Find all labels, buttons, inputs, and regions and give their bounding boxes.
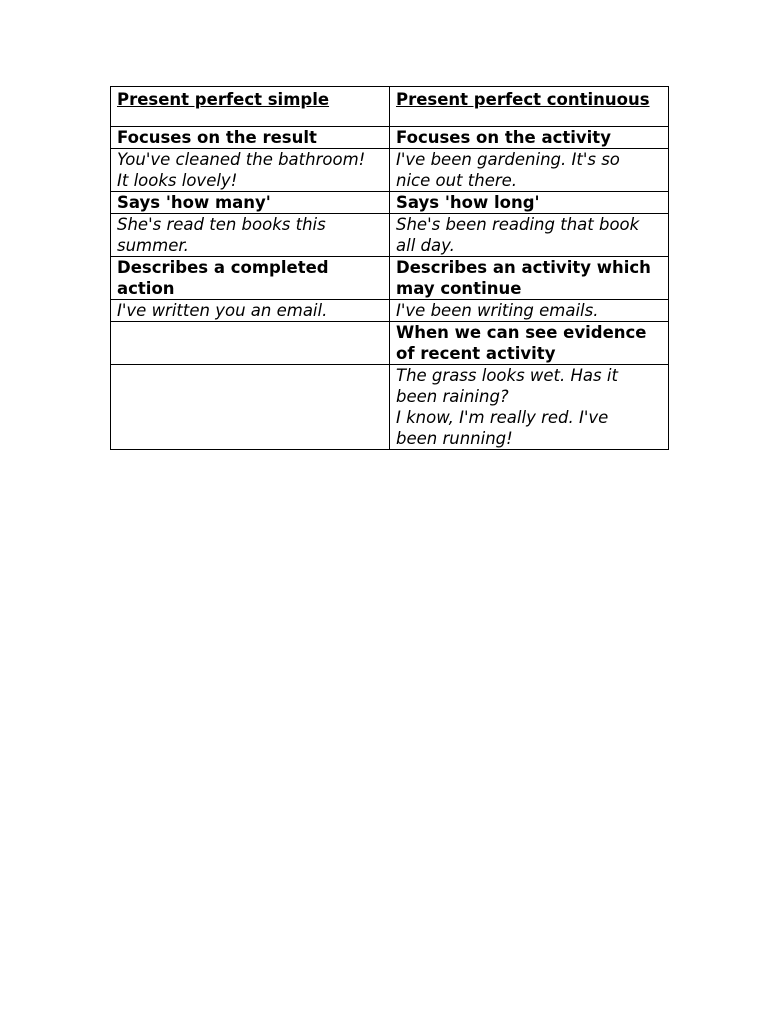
header-continuous-label: Present perfect continuous — [396, 90, 650, 109]
empty-cell-simple — [111, 322, 390, 365]
rule-text: Focuses on the result — [117, 128, 317, 147]
table-row — [111, 214, 669, 257]
rule-cell-continuous — [390, 257, 669, 300]
example-cell-simple — [111, 214, 390, 257]
example-cell-continuous — [390, 300, 669, 322]
rule-cell-continuous — [390, 322, 669, 365]
rule-text: of recent activity — [396, 344, 556, 363]
rule-cell-continuous — [390, 127, 669, 149]
example-text: It looks lovely! — [117, 171, 238, 190]
example-text: I've been gardening. It's so — [396, 150, 620, 169]
example-cell-continuous — [390, 214, 669, 257]
rule-text: When we can see evidence — [396, 323, 647, 342]
example-cell-continuous — [390, 149, 669, 192]
table-row — [111, 192, 669, 214]
example-text: I've written you an email. — [117, 301, 328, 320]
example-text: been running! — [396, 429, 513, 448]
header-cell-continuous — [390, 87, 669, 127]
table-row — [111, 149, 669, 192]
header-row — [111, 87, 669, 127]
rule-text: Says 'how many' — [117, 193, 271, 212]
example-cell-simple — [111, 149, 390, 192]
table-row — [111, 127, 669, 149]
rule-text: Focuses on the activity — [396, 128, 611, 147]
table-row — [111, 257, 669, 300]
example-text: She's read ten books this — [117, 215, 326, 234]
example-text: all day. — [396, 236, 455, 255]
rule-text: Says 'how long' — [396, 193, 540, 212]
example-text: nice out there. — [396, 171, 518, 190]
example-cell-simple — [111, 300, 390, 322]
example-text: summer. — [117, 236, 189, 255]
rule-text: Describes an activity which — [396, 258, 651, 277]
table-row — [111, 300, 669, 322]
rule-text: Describes a completed — [117, 258, 329, 277]
rule-cell-continuous — [390, 192, 669, 214]
example-text: She's been reading that book — [396, 215, 640, 234]
empty-cell-simple — [111, 365, 390, 450]
example-text: The grass looks wet. Has it — [396, 366, 618, 385]
header-simple-label: Present perfect simple — [117, 90, 330, 109]
example-cell-continuous — [390, 365, 669, 450]
table-row — [111, 322, 669, 365]
rule-cell-simple — [111, 192, 390, 214]
grammar-comparison-table — [110, 86, 669, 450]
header-cell-simple — [111, 87, 390, 127]
example-text: I've been writing emails. — [396, 301, 599, 320]
example-text: I know, I'm really red. I've — [396, 408, 609, 427]
rule-cell-simple — [111, 257, 390, 300]
rule-text: may continue — [396, 279, 522, 298]
rule-text: action — [117, 279, 175, 298]
example-text: been raining? — [396, 387, 509, 406]
example-text: You've cleaned the bathroom! — [117, 150, 366, 169]
table-row — [111, 365, 669, 450]
rule-cell-simple — [111, 127, 390, 149]
